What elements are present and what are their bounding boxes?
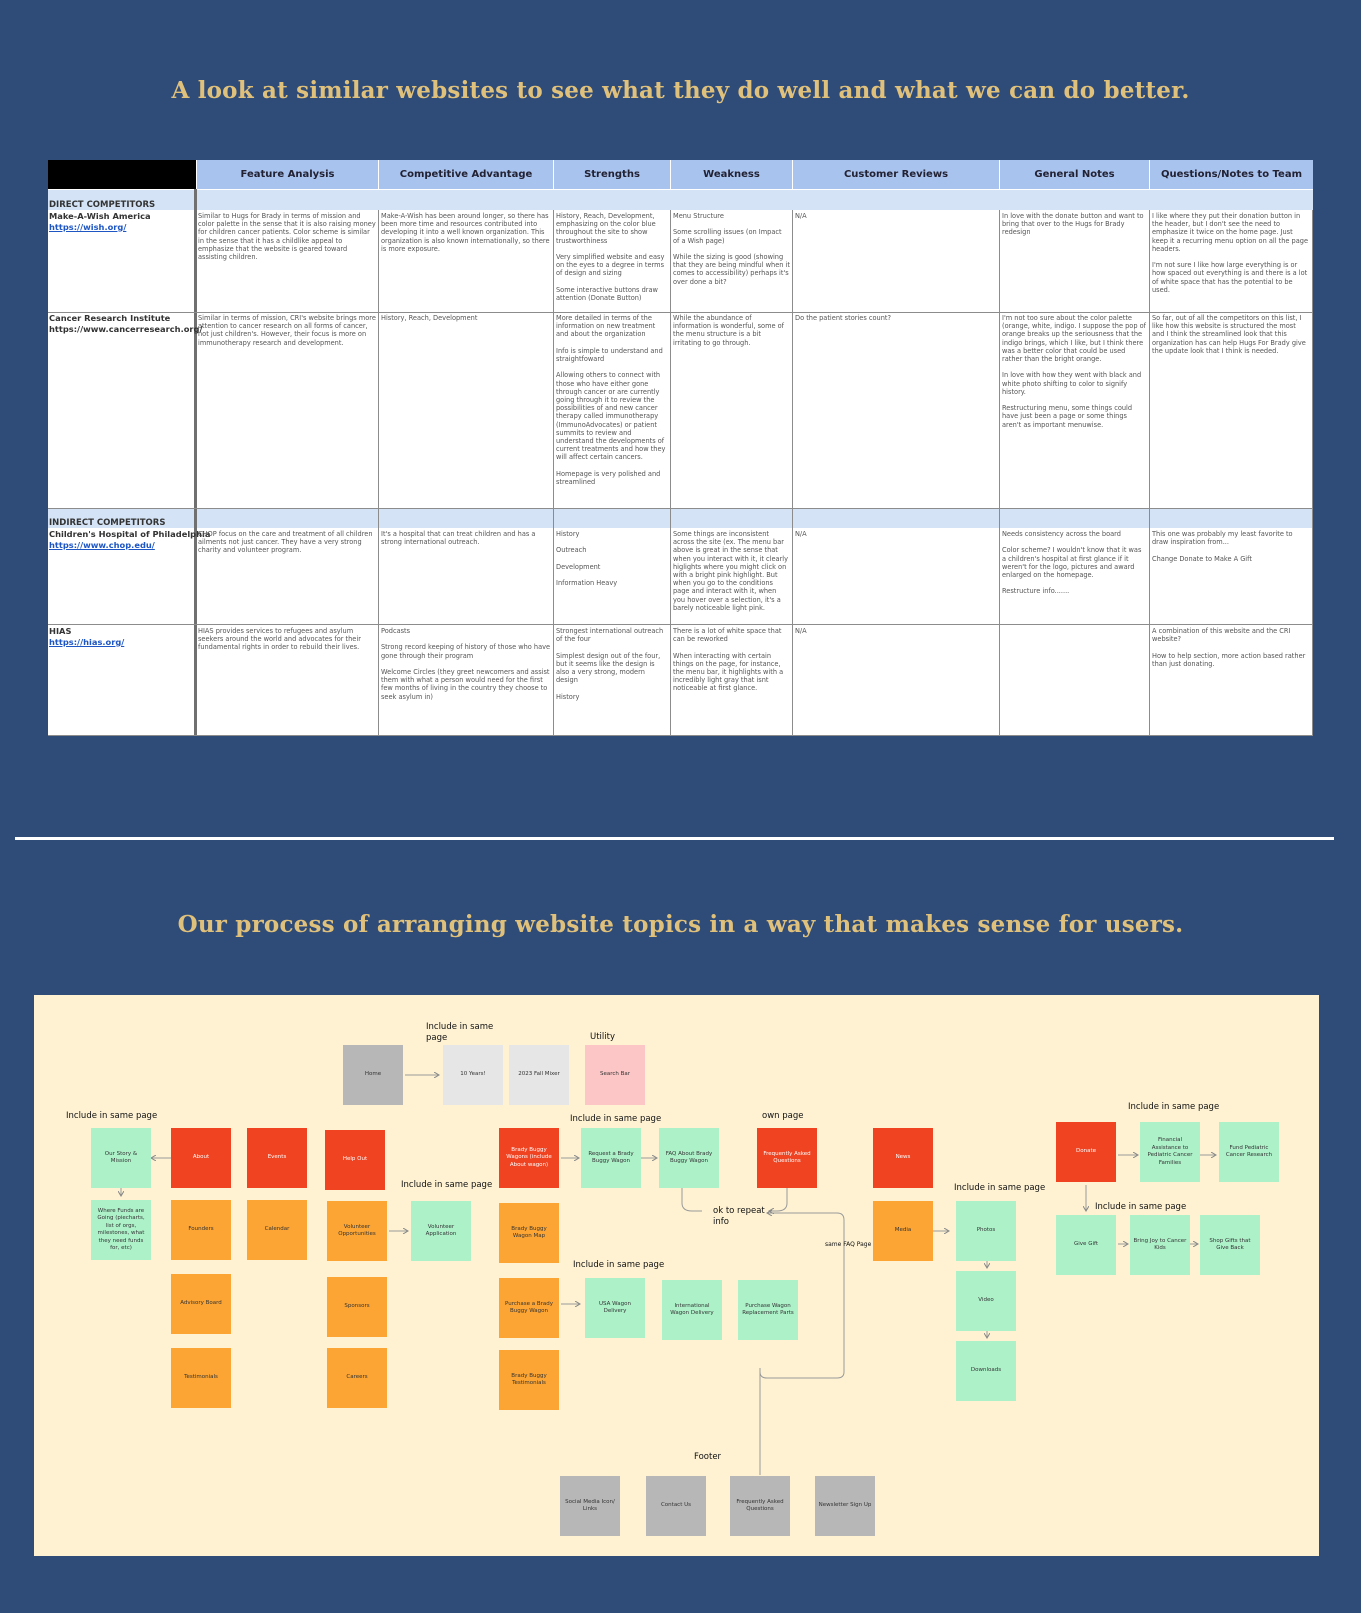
card-testimonials[interactable]: Testimonials xyxy=(171,1348,231,1408)
table-cell: Some things are inconsistent across the site (ex. The menu bar above is great in the sense that when you interact with it, it clearly higlights where you might click on with a bright pink highlight. But when you go to the conditions page and interact with it, when you hover over a selection, it's a barely noticeable light pink. xyxy=(673,530,789,612)
competitor-name: HIAS https://hias.org/ xyxy=(49,626,125,647)
card-fall-mixer[interactable]: 2023 Fall Mixer xyxy=(509,1045,569,1105)
card-fund-research[interactable]: Fund Pediatric Cancer Research xyxy=(1219,1122,1279,1182)
table-cell: History Outreach Development Information Heavy xyxy=(556,530,618,588)
card-founders[interactable]: Founders xyxy=(171,1200,231,1260)
card-wagon-map[interactable]: Brady Buggy Wagon Map xyxy=(499,1203,559,1263)
table-cell: So far, out of all the competitors on this list, I like how this website is structured the most and I think the streamlined look that this organization has can help Hugs For Brady give the update look that I think is needed. xyxy=(1152,314,1306,355)
table-cell: History, Reach, Development xyxy=(381,314,478,322)
col-header: Competitive Advantage xyxy=(378,160,553,189)
card-buggy-testimonials[interactable]: Brady Buggy Testimonials xyxy=(499,1350,559,1410)
group-label: Utility xyxy=(590,1032,616,1042)
card-contact-us[interactable]: Contact Us xyxy=(646,1476,706,1536)
card-photos[interactable]: Photos xyxy=(956,1201,1016,1261)
section-band xyxy=(48,190,1313,210)
card-sponsors[interactable]: Sponsors xyxy=(327,1277,387,1337)
table-cell: While the abundance of information is wonderful, some of the menu structure is a bit irritating to go through. xyxy=(673,314,784,347)
group-label: Include in same page xyxy=(570,1114,662,1124)
col-header: Feature Analysis xyxy=(196,160,378,189)
card-financial-assistance[interactable]: Financial Assistance to Pediatric Cancer Families xyxy=(1140,1122,1200,1182)
competitor-link[interactable]: https://hias.org/ xyxy=(49,636,125,647)
table-cell: Strongest international outreach of the four Simplest design out of the four, but it seems like the design is also a very strong, modern design History xyxy=(556,627,664,701)
card-intl-delivery[interactable]: International Wagon Delivery xyxy=(662,1280,722,1340)
table-cell: Similar to Hugs for Brady in terms of mission and color palette in the sense that it is also raising money for children cancer patients. Color scheme is similar in the sense that it has a childlike appeal to emphasize that the website is geared toward assisting children. xyxy=(198,212,376,262)
competitor-link[interactable]: https://www.chop.edu/ xyxy=(49,539,155,550)
card-request-wagon[interactable]: Request a Brady Buggy Wagon xyxy=(581,1128,641,1188)
card-volunteer-application[interactable]: Volunteer Application xyxy=(411,1201,471,1261)
group-label: Include in same page xyxy=(1095,1202,1187,1212)
table-cell xyxy=(1000,625,1149,735)
table-cell: This one was probably my least favorite to draw inspiration from... Change Donate to Make A Gift xyxy=(1152,530,1293,563)
table-cell: Similar in terms of mission, CRI's website brings more attention to cancer research on all forms of cancer, not just children's. However, their focus is more on immunotherapy research and development. xyxy=(198,314,376,347)
card-video[interactable]: Video xyxy=(956,1271,1016,1331)
table-cell: Make-A-Wish has been around longer, so there has been more time and resources contributed into developing it into a well known organization. This organization is also known internationally, so there is more exposure. xyxy=(381,212,550,253)
group-label: own page xyxy=(762,1111,804,1121)
competitor-link[interactable]: https://wish.org/ xyxy=(49,221,127,232)
table-cell: Menu Structure Some scrolling issues (on Impact of a Wish page) While the sizing is good (showing that they are being mindful when it comes to accessibility) perhaps it's over done a bit? xyxy=(673,212,790,286)
sitemap-board xyxy=(34,995,1319,1556)
card-buggy-wagons[interactable]: Brady Buggy Wagons (include About wagon) xyxy=(499,1128,559,1188)
group-label: Include in same page xyxy=(1128,1102,1220,1112)
col-header: Questions/Notes to Team xyxy=(1149,160,1313,189)
group-label: Footer xyxy=(694,1452,722,1462)
group-label: ok to repeat info xyxy=(713,1206,765,1227)
table-corner xyxy=(48,160,196,189)
section-title-competitive: A look at similar websites to see what they do well and what we can do better. xyxy=(171,77,1190,104)
card-home[interactable]: Home xyxy=(343,1045,403,1105)
card-purchase-wagon[interactable]: Purchase a Brady Buggy Wagon xyxy=(499,1278,559,1338)
group-label: Include in same page xyxy=(954,1183,1046,1193)
table-cell: Podcasts Strong record keeping of history of those who have gone through their program Welcome Circles (they greet newcomers and assist them with what a person would need for the first few months of living in the country they choose to seek asylum in) xyxy=(381,627,551,701)
card-downloads[interactable]: Downloads xyxy=(956,1341,1016,1401)
table-cell: A combination of this website and the CRI website? How to help section, more action based rather than just donating. xyxy=(1152,627,1306,668)
group-label: same FAQ Page xyxy=(825,1241,872,1248)
card-careers[interactable]: Careers xyxy=(327,1348,387,1408)
card-social-media[interactable]: Social Media Icon/ Links xyxy=(560,1476,620,1536)
table-cell: N/A xyxy=(795,627,807,635)
section-label-direct: DIRECT COMPETITORS xyxy=(49,200,156,210)
table-cell: HIAS provides services to refugees and asylum seekers around the world and advocates for their fundamental rights in order to rebuild their lives. xyxy=(198,627,361,652)
table-cell: I like where they put their donation button in the header, but I don't see the need to emphasize it twice on the home page. Just keep it a recurring menu option on all the page headers. I'm not sure I like how large everything is or how spaced out everything is and there is a lot of white space that has the potential to be used. xyxy=(1152,212,1309,294)
card-our-story[interactable]: Our Story & Mission xyxy=(91,1128,151,1188)
table-cell: History, Reach, Development, emphasizing on the color blue throughout the site to show trustworthiness Very simplified website and easy on the eyes to a degree in terms of design and sizing Some interactive buttons draw attention (Donate Button) xyxy=(556,212,665,303)
card-media[interactable]: Media xyxy=(873,1201,933,1261)
table-cell: CHOP focus on the care and treatment of all children ailments not just cancer. They have a very strong charity and volunteer program. xyxy=(198,530,373,555)
section-title-card-sorting: Our process of arranging website topics in a way that makes sense for users. xyxy=(177,911,1184,938)
card-bring-joy[interactable]: Bring Joy to Cancer Kids xyxy=(1130,1215,1190,1275)
card-help-out[interactable]: Help Out xyxy=(325,1130,385,1190)
card-faq-buggy[interactable]: FAQ About Brady Buggy Wagon xyxy=(659,1128,719,1188)
group-label: Include in same page xyxy=(401,1180,493,1190)
table-cell: I'm not too sure about the color palette (orange, white, indigo. I suppose the pop of orange breaks up the seriousness that the indigo brings, which I like, but I think there was a better color that could be used rather than the bright orange. In love with how they went with black and white photo shifting to color to signify history. Restructuring menu, some things could have just been a page or some things aren't as important menuwise. xyxy=(1002,314,1146,429)
card-footer-faq[interactable]: Frequently Asked Questions xyxy=(730,1476,790,1536)
competitor-name: Cancer Research Institute https://www.cancerresearch.org/ xyxy=(49,313,203,334)
card-search-bar[interactable]: Search Bar xyxy=(585,1045,645,1105)
group-label: Include in same page xyxy=(426,1022,494,1043)
table-cell: N/A xyxy=(795,530,807,538)
card-10-years[interactable]: 10 Years! xyxy=(443,1045,503,1105)
competitor-url: https://www.cancerresearch.org/ xyxy=(49,323,203,334)
table-cell: Do the patient stories count? xyxy=(795,314,891,322)
competitor-name: Children's Hospital of Philadelphia https://www.chop.edu/ xyxy=(49,529,211,550)
competitive-analysis-table xyxy=(48,160,1313,736)
table-cell: N/A xyxy=(795,212,807,220)
table-cell: In love with the donate button and want to bring that over to the Hugs for Brady redesign xyxy=(1002,212,1144,237)
competitor-name: Make-A-Wish America https://wish.org/ xyxy=(49,211,151,232)
table-cell: There is a lot of white space that can be reworked When interacting with certain things on the page, for instance, the menu bar, it highlights with a incredibly light gray that isnt noticeable at first glance. xyxy=(673,627,784,693)
table-cell: More detailed in terms of the information on new treatment and about the organization Info is simple to understand and straightfoward Allowing others to connect with those who have either gone through cancer or are currently going through it to review the possibilities of and new cancer therapy called immunotherapy (ImmunoAdvocates) or patient summits to review and understand the developments of current treatments and how they will affect certain cancers. Homepage is very polished and streamlined xyxy=(556,314,666,487)
card-shop-gifts[interactable]: Shop Gifts that Give Back xyxy=(1200,1215,1260,1275)
group-label: Include in same page xyxy=(66,1111,158,1121)
card-calendar[interactable]: Calendar xyxy=(247,1200,307,1260)
card-about[interactable]: About xyxy=(171,1128,231,1188)
card-donate[interactable]: Donate xyxy=(1056,1122,1116,1182)
section-band xyxy=(48,508,1313,528)
section-label-indirect: INDIRECT COMPETITORS xyxy=(49,518,166,528)
card-volunteer-opportunities[interactable]: Volunteer Opportunities xyxy=(327,1201,387,1261)
card-usa-delivery[interactable]: USA Wagon Delivery xyxy=(585,1278,645,1338)
col-header: General Notes xyxy=(999,160,1149,189)
table-cell: Needs consistency across the board Color scheme? I wouldn't know that it was a children's hospital at first glance if it weren't for the logo, pictures and award enlarged on the homepage. Restructure info....... xyxy=(1002,530,1142,596)
card-faq[interactable]: Frequently Asked Questions xyxy=(757,1128,817,1188)
card-events[interactable]: Events xyxy=(247,1128,307,1188)
col-header: Strengths xyxy=(553,160,670,189)
card-where-funds[interactable]: Where Funds are Going (piecharts, list of orgs, milestones, what they need funds for, etc) xyxy=(91,1200,151,1260)
section-divider xyxy=(15,837,1334,840)
col-header: Weakness xyxy=(670,160,792,189)
card-advisory-board[interactable]: Advisory Board xyxy=(171,1274,231,1334)
group-label: Include in same page xyxy=(573,1260,665,1270)
card-give-gift[interactable]: Give Gift xyxy=(1056,1215,1116,1275)
card-news[interactable]: News xyxy=(873,1128,933,1188)
card-replacement-parts[interactable]: Purchase Wagon Replacement Parts xyxy=(738,1280,798,1340)
table-cell: It's a hospital that can treat children and has a strong international outreach. xyxy=(381,530,536,547)
col-header: Customer Reviews xyxy=(792,160,999,189)
card-newsletter[interactable]: Newsletter Sign Up xyxy=(815,1476,875,1536)
